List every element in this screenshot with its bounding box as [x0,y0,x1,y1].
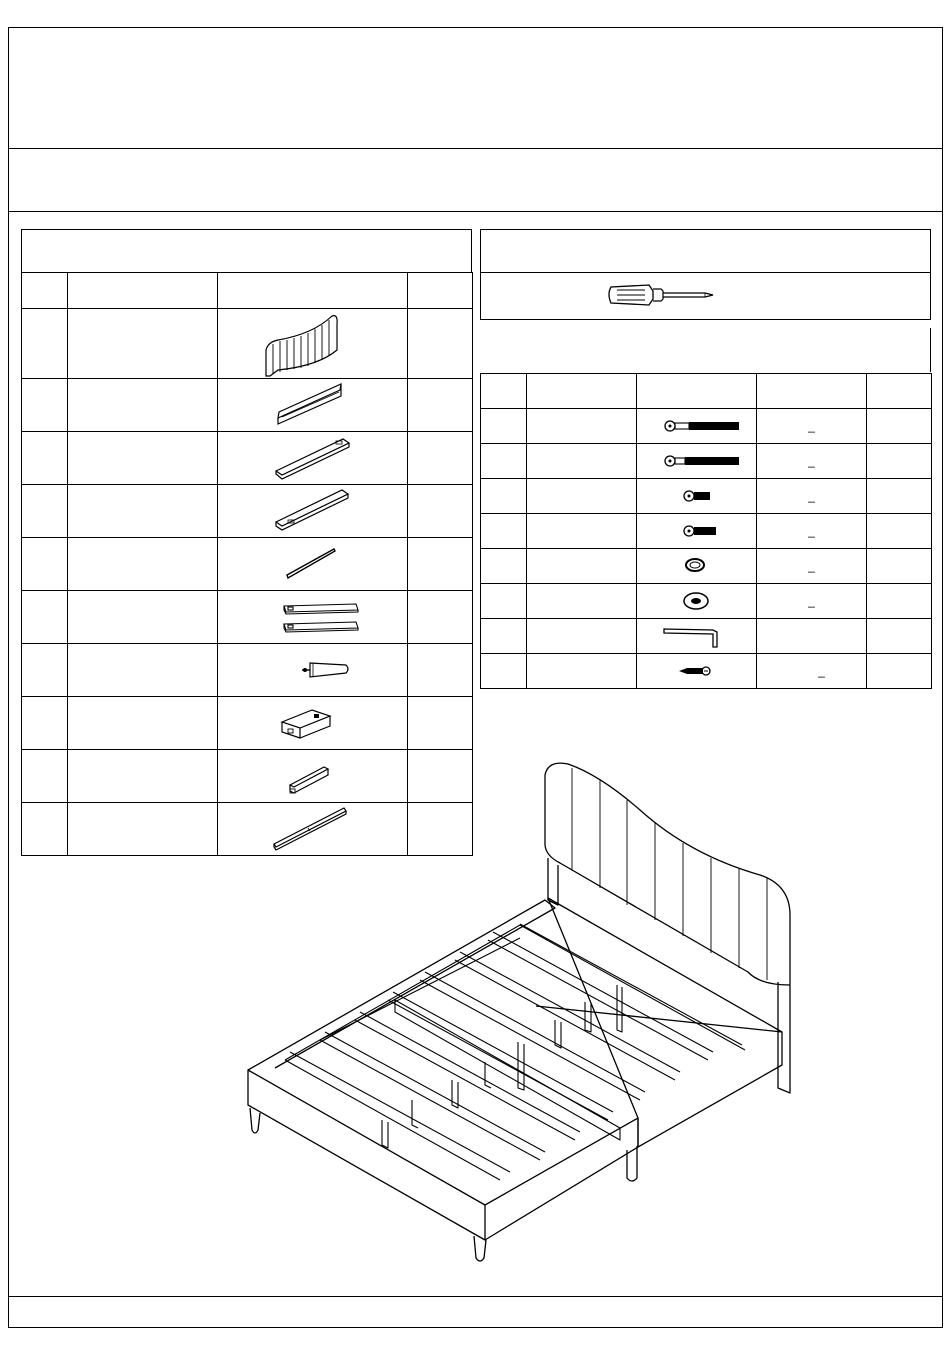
hw-qty [867,514,932,549]
hw-size [757,549,867,584]
hw-name [527,409,637,444]
table-row [22,485,473,538]
hw-size [757,619,867,654]
hw-image [637,584,757,619]
part-qty [408,644,473,697]
hw-name [527,514,637,549]
parts-panel-title-box [21,229,472,273]
hw-image [637,479,757,514]
slat-icon [218,539,408,589]
hardware-table [480,373,932,689]
hw-no [481,654,527,689]
parts-col-qty [408,273,473,309]
medium-bolt-icon [637,516,755,546]
hw-no [481,479,527,514]
hw-image [637,549,757,584]
part-image [218,485,408,538]
hw-image [637,514,757,549]
hw-col-image [637,374,757,409]
tools-panel-body [480,272,931,320]
table-row [481,479,932,514]
connector-block-icon [218,698,408,748]
wood-screw-icon [637,656,755,686]
table-row [481,584,932,619]
part-qty [408,485,473,538]
parts-header-row [22,273,473,309]
bracket-pair-icon [218,592,408,642]
hw-no [481,514,527,549]
hw-size-mark: _ [808,419,815,433]
allen-key-icon [637,621,755,651]
hw-col-name [527,374,637,409]
table-row [22,309,473,379]
hw-size-mark: _ [808,454,815,468]
hw-size [757,409,867,444]
part-no [22,803,68,856]
table-row [481,619,932,654]
hw-name [527,584,637,619]
hw-col-size [757,374,867,409]
part-no [22,750,68,803]
flat-washer-icon [637,586,755,616]
short-bolt-icon [637,481,755,511]
part-name [68,644,218,697]
part-name [68,750,218,803]
hw-image [637,654,757,689]
hw-name [527,549,637,584]
hw-image [637,619,757,654]
hw-no [481,549,527,584]
hw-size-mark: _ [808,489,815,503]
hw-qty [867,444,932,479]
assembled-bed-icon [240,755,800,1270]
part-no [22,379,68,432]
part-name [68,538,218,591]
table-row [481,409,932,444]
part-no [22,697,68,750]
foot-rail-icon [218,433,408,483]
hw-name [527,479,637,514]
hw-size-mark: _ [808,559,815,573]
hw-no [481,619,527,654]
part-qty [408,309,473,379]
part-name [68,591,218,644]
spring-washer-icon [637,551,755,581]
hw-image [637,409,757,444]
table-row [22,591,473,644]
hw-size [757,514,867,549]
center-rail-icon [218,486,408,536]
headboard-icon [218,310,408,378]
table-row [22,644,473,697]
part-qty [408,432,473,485]
part-image [218,591,408,644]
hw-name [527,444,637,479]
hw-col-qty [867,374,932,409]
table-row [22,432,473,485]
parts-col-image [218,273,408,309]
hw-size-mark: _ [808,524,815,538]
part-image [218,432,408,485]
hw-size [757,584,867,619]
subheader-divider [8,211,943,212]
table-row [481,654,932,689]
hw-size [757,479,867,514]
hw-size [757,654,867,689]
part-image [218,644,408,697]
part-qty [408,591,473,644]
part-name [68,379,218,432]
part-no [22,432,68,485]
leg-icon [218,645,408,695]
parts-col-no [22,273,68,309]
parts-col-name [68,273,218,309]
table-row [481,549,932,584]
tools-panel-title-box [480,229,931,273]
hw-no [481,409,527,444]
table-row [22,379,473,432]
hw-no [481,444,527,479]
footer-divider [8,1296,943,1297]
part-no [22,538,68,591]
screwdriver-icon [605,279,725,313]
hw-qty [867,584,932,619]
table-row [481,444,932,479]
hw-qty [867,619,932,654]
part-name [68,803,218,856]
part-qty [408,697,473,750]
hw-qty [867,409,932,444]
part-name [68,432,218,485]
table-row [22,538,473,591]
header-divider [8,148,943,149]
side-rail-icon [218,380,408,430]
part-image [218,538,408,591]
table-row [22,697,473,750]
hw-qty [867,479,932,514]
part-qty [408,379,473,432]
hw-name [527,619,637,654]
long-bolt-icon [637,411,755,441]
hw-size-mark: _ [818,664,825,678]
side-mark [930,328,931,372]
part-image [218,697,408,750]
hw-qty [867,549,932,584]
part-image [218,309,408,379]
hardware-header-row [481,374,932,409]
part-name [68,485,218,538]
hw-image [637,444,757,479]
hw-qty [867,654,932,689]
part-image [218,379,408,432]
part-no [22,644,68,697]
hw-name [527,654,637,689]
hw-no [481,584,527,619]
part-no [22,485,68,538]
part-name [68,697,218,750]
hw-col-no [481,374,527,409]
hw-size [757,444,867,479]
long-bolt-icon [637,446,755,476]
part-name [68,309,218,379]
part-no [22,591,68,644]
table-row [481,514,932,549]
part-no [22,309,68,379]
part-qty [408,538,473,591]
hw-size-mark: _ [808,594,815,608]
